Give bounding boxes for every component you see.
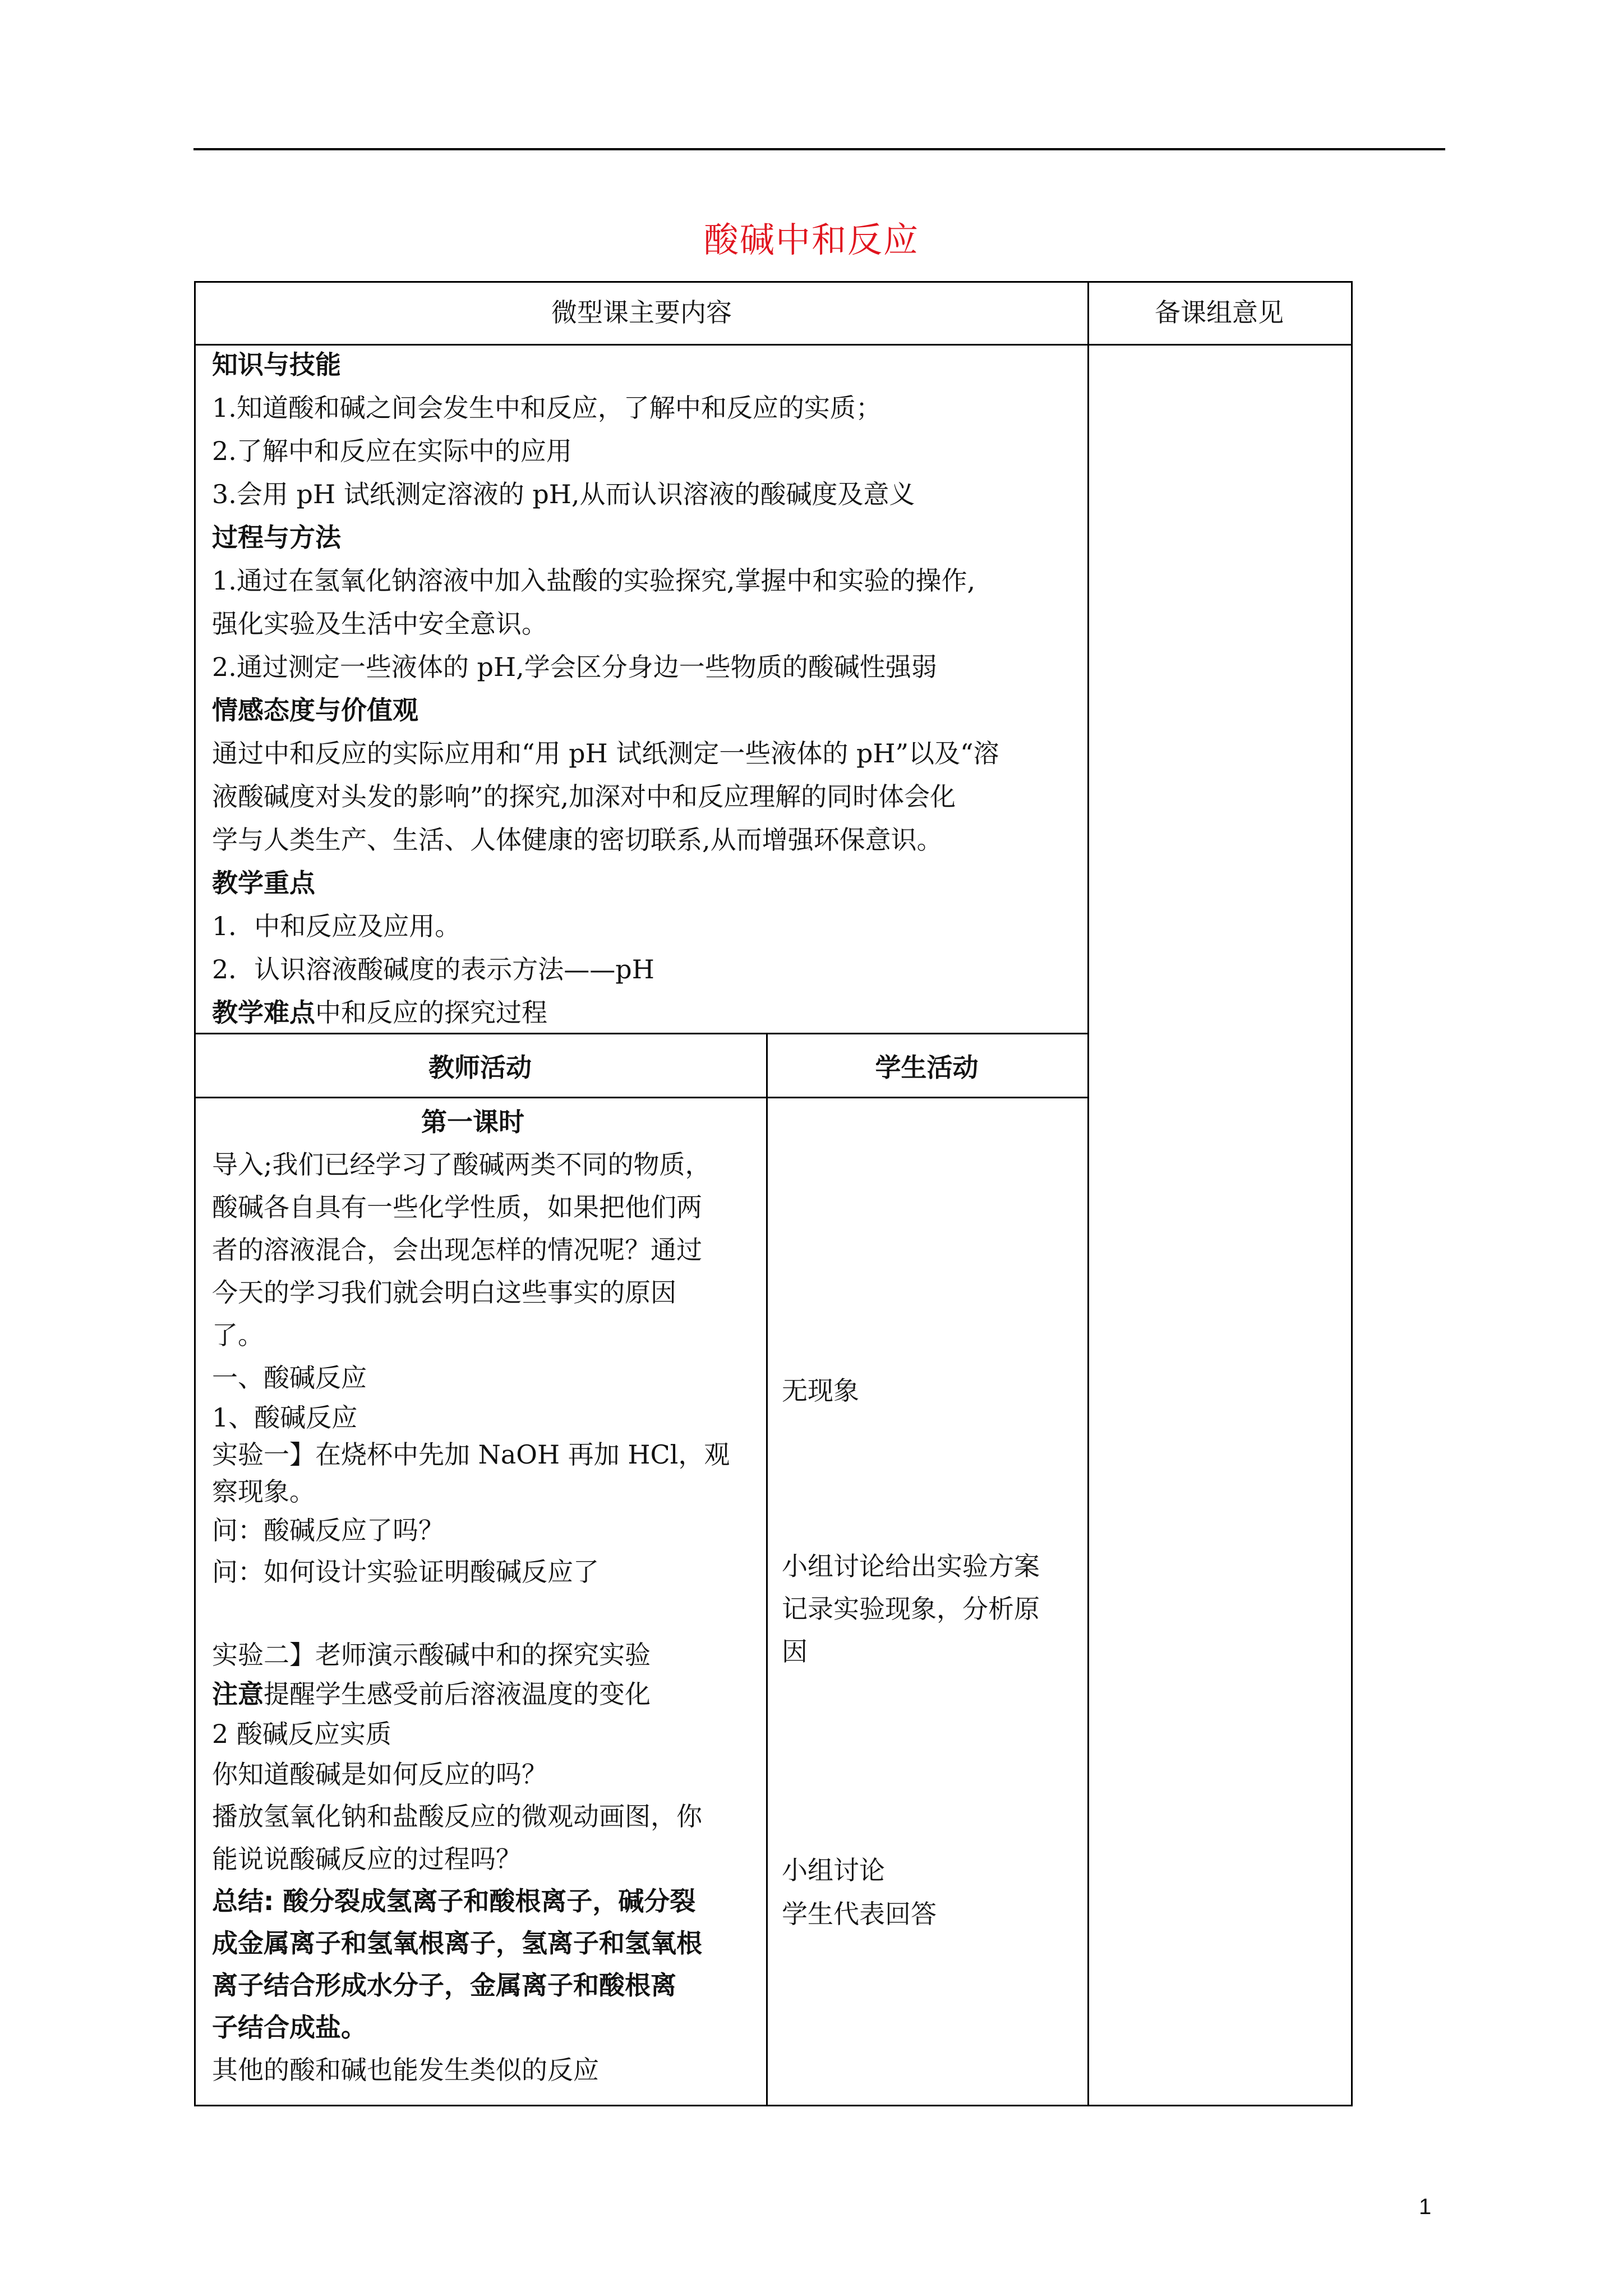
process-item-2: 2.通过测定一些液体的 pH,学会区分身边一些物质的酸碱性强弱 <box>212 652 937 682</box>
process-heading: 过程与方法 <box>212 522 341 553</box>
intro-line-4: 今天的学习我们就会明白这些事实的原因 <box>212 1277 676 1308</box>
intro-line-5: 了。 <box>212 1320 264 1350</box>
activity-column-divider <box>766 1033 768 2105</box>
header-rule <box>193 148 1445 150</box>
summary-line-4: 子结合成盐。 <box>212 2012 367 2042</box>
student-representative-answer: 学生代表回答 <box>782 1899 937 1929</box>
intro-line-3: 者的溶液混合，会出现怎样的情况呢？通过 <box>212 1235 702 1265</box>
student-group-discussion: 小组讨论 <box>782 1855 885 1885</box>
experiment-1-line-1: 实验一】在烧杯中先加 NaOH 再加 HCl，观 <box>212 1439 730 1470</box>
experiment-1-line-2: 察现象。 <box>212 1476 315 1507</box>
subsection-2: 2 酸碱反应实质 <box>212 1719 391 1749</box>
side-column-divider <box>1087 283 1089 2105</box>
difficulty-line <box>212 991 1076 1034</box>
difficulty-heading: 教学难点 <box>212 997 315 1028</box>
header-main-content: 微型课主要内容 <box>551 297 732 328</box>
animation-line-1: 播放氢氧化钠和盐酸反应的微观动画图，你 <box>212 1801 702 1832</box>
emotion-heading: 情感态度与价值观 <box>212 695 418 725</box>
question-1: 问：酸碱反应了吗？ <box>212 1515 444 1545</box>
teacher-activity-header: 教师活动 <box>428 1052 532 1083</box>
page-number: 1 <box>1419 2194 1432 2219</box>
knowledge-item-3: 3.会用 pH 试纸测定溶液的 pH,从而认识溶液的酸碱度及意义 <box>212 479 915 509</box>
subsection-1: 1、酸碱反应 <box>212 1402 358 1433</box>
summary-line-2: 成金属离子和氢氧根离子，氢离子和氢氧根 <box>212 1928 702 1958</box>
question-3: 你知道酸碱是如何反应的吗？ <box>212 1759 547 1789</box>
question-2: 问：如何设计实验证明酸碱反应了 <box>212 1557 599 1587</box>
experiment-2: 实验二】老师演示酸碱中和的探究实验 <box>212 1640 651 1670</box>
key-point-1: 1．中和反应及应用。 <box>212 911 461 941</box>
animation-line-2: 能说说酸碱反应的过程吗？ <box>212 1844 522 1874</box>
student-record-line-1: 记录实验现象，分析原 <box>782 1594 1040 1624</box>
knowledge-item-2: 2.了解中和反应在实际中的应用 <box>212 436 572 466</box>
student-record-line-2: 因 <box>782 1636 808 1667</box>
student-observation: 无现象 <box>782 1375 859 1406</box>
knowledge-heading: 知识与技能 <box>212 349 341 380</box>
activity-header-bottom-divider <box>196 1097 1089 1098</box>
difficulty-text: 中和反应的探究过程 <box>315 997 547 1028</box>
process-item-1-line-2: 强化实验及生活中安全意识。 <box>212 609 547 639</box>
emotion-line-2: 液酸碱度对头发的影响”的探究,加深对中和反应理解的同时体会化 <box>212 781 956 812</box>
teacher-activity-column <box>212 1101 750 2091</box>
process-item-1-line-1: 1.通过在氢氧化钠溶液中加入盐酸的实验探究,掌握中和实验的操作, <box>212 565 976 596</box>
intro-line-1: 导入;我们已经学习了酸碱两类不同的物质， <box>212 1149 711 1180</box>
key-point-2: 2．认识溶液酸碱度的表示方法——pH <box>212 954 654 984</box>
note-label: 注意 <box>212 1679 264 1709</box>
intro-line-2: 酸碱各自具有一些化学性质，如果把他们两 <box>212 1192 702 1222</box>
closing-line: 其他的酸和碱也能发生类似的反应 <box>212 2055 599 2085</box>
emotion-line-1: 通过中和反应的实际应用和“用 pH 试纸测定一些液体的 pH”以及“溶 <box>212 738 999 769</box>
document-title: 酸碱中和反应 <box>703 219 919 260</box>
student-group-plan: 小组讨论给出实验方案 <box>782 1551 1040 1581</box>
summary-line-3: 离子结合形成水分子，金属离子和酸根离 <box>212 1970 676 2000</box>
knowledge-item-1: 1.知道酸和碱之间会发生中和反应，了解中和反应的实质； <box>212 393 882 423</box>
summary-line-1: 总结: 酸分裂成氢离子和酸根离子，碱分裂 <box>212 1886 696 1916</box>
header-review-opinion: 备课组意见 <box>1155 297 1284 328</box>
emotion-line-3: 学与人类生产、生活、人体健康的密切联系,从而增强环保意识。 <box>212 825 943 855</box>
note-line <box>212 1674 750 1714</box>
blank-line <box>212 1593 750 1636</box>
section-acid-base-reaction: 一、酸碱反应 <box>212 1363 367 1393</box>
lesson-title: 第一课时 <box>421 1107 524 1137</box>
key-points-heading: 教学重点 <box>212 868 315 898</box>
student-activity-header: 学生活动 <box>875 1052 979 1083</box>
objectives-section <box>212 343 1076 1034</box>
note-text: 提醒学生感受前后溶液温度的变化 <box>264 1679 651 1709</box>
